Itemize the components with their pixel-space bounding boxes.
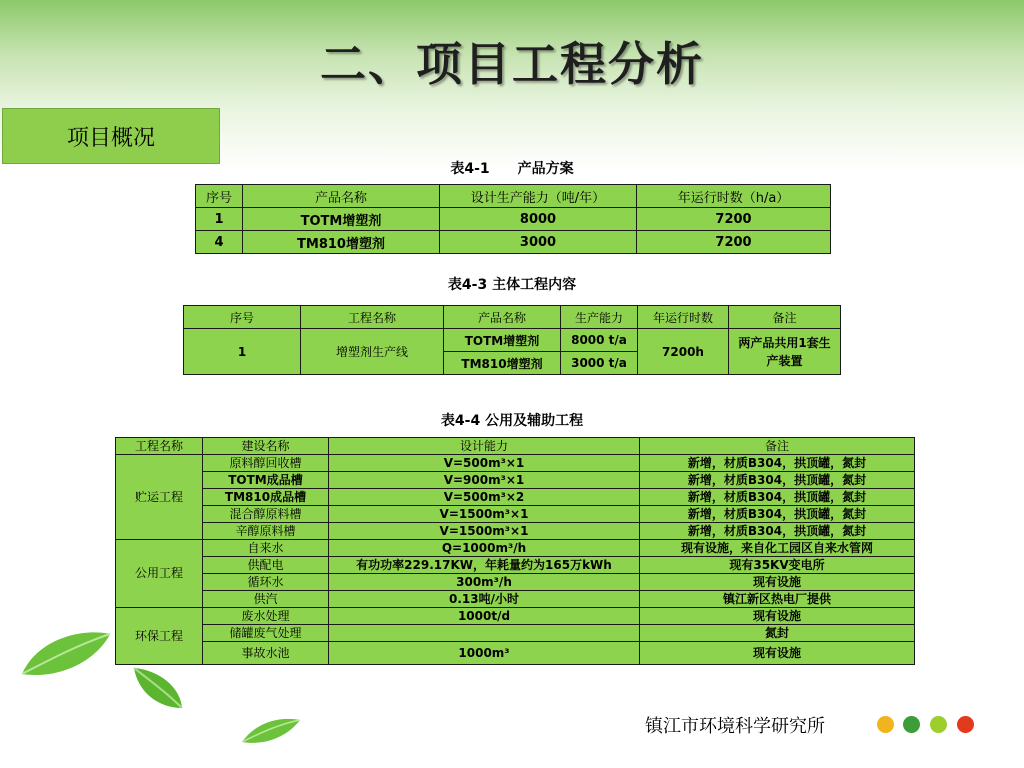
header-cell: 工程名称 [301,306,444,329]
product-plan-table [195,184,831,254]
table-cell: TOTM增塑剂 [243,208,440,231]
table-row [116,472,915,489]
table-cell: 8000 t/a [561,329,638,352]
table-row [116,523,915,540]
table-cell: 3000 [440,231,637,254]
table-cell: 1000m³ [329,642,640,665]
header-cell: 序号 [184,306,301,329]
table-cell: V=900m³×1 [329,472,640,489]
table-header-row [116,438,915,455]
header-cell: 生产能力 [561,306,638,329]
table-cell [329,625,640,642]
table-cell: TM810成品槽 [203,489,329,506]
table3-caption: 表4-3 主体工程内容 [447,277,577,293]
table-row [116,625,915,642]
table-row [116,642,915,665]
table-cell: 事故水池 [203,642,329,665]
header-cell: 设计能力 [329,438,640,455]
table-row [184,329,841,352]
table-cell: 300m³/h [329,574,640,591]
table-cell: 7200 [637,208,831,231]
table-cell: V=1500m³×1 [329,523,640,540]
table-cell: 有功功率229.17KW，年耗量约为165万kWh [329,557,640,574]
table-cell: 新增，材质B304，拱顶罐，氮封 [640,472,915,489]
table-cell: 新增，材质B304，拱顶罐，氮封 [640,489,915,506]
table-row [116,455,915,472]
decor-dot [877,716,894,733]
table-row [116,489,915,506]
section-tab-project-overview[interactable]: 项目概况 [2,108,220,164]
table-row [196,231,831,254]
table-cell: 现有设施 [640,608,915,625]
table-cell: 增塑剂生产线 [301,329,444,375]
table-cell: V=1500m³×1 [329,506,640,523]
table-cell: 供汽 [203,591,329,608]
main-works-table [183,305,841,375]
table-cell: 辛醇原料槽 [203,523,329,540]
table-cell: 镇江新区热电厂提供 [640,591,915,608]
table-cell: 新增，材质B304，拱顶罐，氮封 [640,506,915,523]
table-cell: 7200h [638,329,729,375]
table-cell: V=500m³×2 [329,489,640,506]
table-row [116,540,915,557]
page-title: 二、项目工程分析 [320,37,704,91]
table-cell: 供配电 [203,557,329,574]
table-cell: 1 [196,208,243,231]
table-cell: V=500m³×1 [329,455,640,472]
leaf-icon [240,716,302,746]
table-cell: 现有35KV变电所 [640,557,915,574]
header-cell: 备注 [729,306,841,329]
table-header-row [196,185,831,208]
table4-caption: 表4-4 公用及辅助工程 [440,413,584,429]
table-cell: 4 [196,231,243,254]
header-cell: 工程名称 [116,438,203,455]
header-cell: 建设名称 [203,438,329,455]
table-cell: 新增，材质B304，拱顶罐，氮封 [640,455,915,472]
table-cell: 循环水 [203,574,329,591]
header-cell: 年运行时数（h/a） [637,185,831,208]
leaf-icon [18,628,113,680]
table-cell: Q=1000m³/h [329,540,640,557]
table-cell: 3000 t/a [561,352,638,375]
table-cell: 新增，材质B304，拱顶罐，氮封 [640,523,915,540]
table-cell: 两产品共用1套生产装置 [729,329,841,375]
table-cell: 现有设施，来自化工园区自来水管网 [640,540,915,557]
group-cell: 公用工程 [116,540,203,608]
table-cell: 氮封 [640,625,915,642]
table1-caption: 表4-1 产品方案 [450,161,574,177]
table-cell: 现有设施 [640,642,915,665]
group-cell: 环保工程 [116,608,203,665]
header-cell: 年运行时数 [638,306,729,329]
table-row [116,557,915,574]
table-cell: 0.13吨/小时 [329,591,640,608]
table-cell: TOTM增塑剂 [444,329,561,352]
table-header-row [184,306,841,329]
decor-dot [930,716,947,733]
footer-org-name: 镇江市环境科学研究所 [645,716,825,737]
table-cell: 废水处理 [203,608,329,625]
table-cell: TOTM成品槽 [203,472,329,489]
table-cell: TM810增塑剂 [444,352,561,375]
table-cell: 现有设施 [640,574,915,591]
header-cell: 备注 [640,438,915,455]
utility-works-table [115,437,915,665]
header-cell: 设计生产能力（吨/年） [440,185,637,208]
table-cell: TM810增塑剂 [243,231,440,254]
table-row [116,506,915,523]
table-row [116,591,915,608]
table-cell: 原料醇回收槽 [203,455,329,472]
table-cell: 1000t/d [329,608,640,625]
header-cell: 产品名称 [444,306,561,329]
decor-dot [903,716,920,733]
table-cell: 储罐废气处理 [203,625,329,642]
table-row [116,608,915,625]
group-cell: 贮运工程 [116,455,203,540]
table-row [116,574,915,591]
table-cell: 7200 [637,231,831,254]
header-cell: 序号 [196,185,243,208]
table-cell: 自来水 [203,540,329,557]
table-cell: 混合醇原料槽 [203,506,329,523]
table-cell: 8000 [440,208,637,231]
table-cell: 1 [184,329,301,375]
header-cell: 产品名称 [243,185,440,208]
decor-dot [957,716,974,733]
table-row [196,208,831,231]
leaf-icon [128,664,186,712]
